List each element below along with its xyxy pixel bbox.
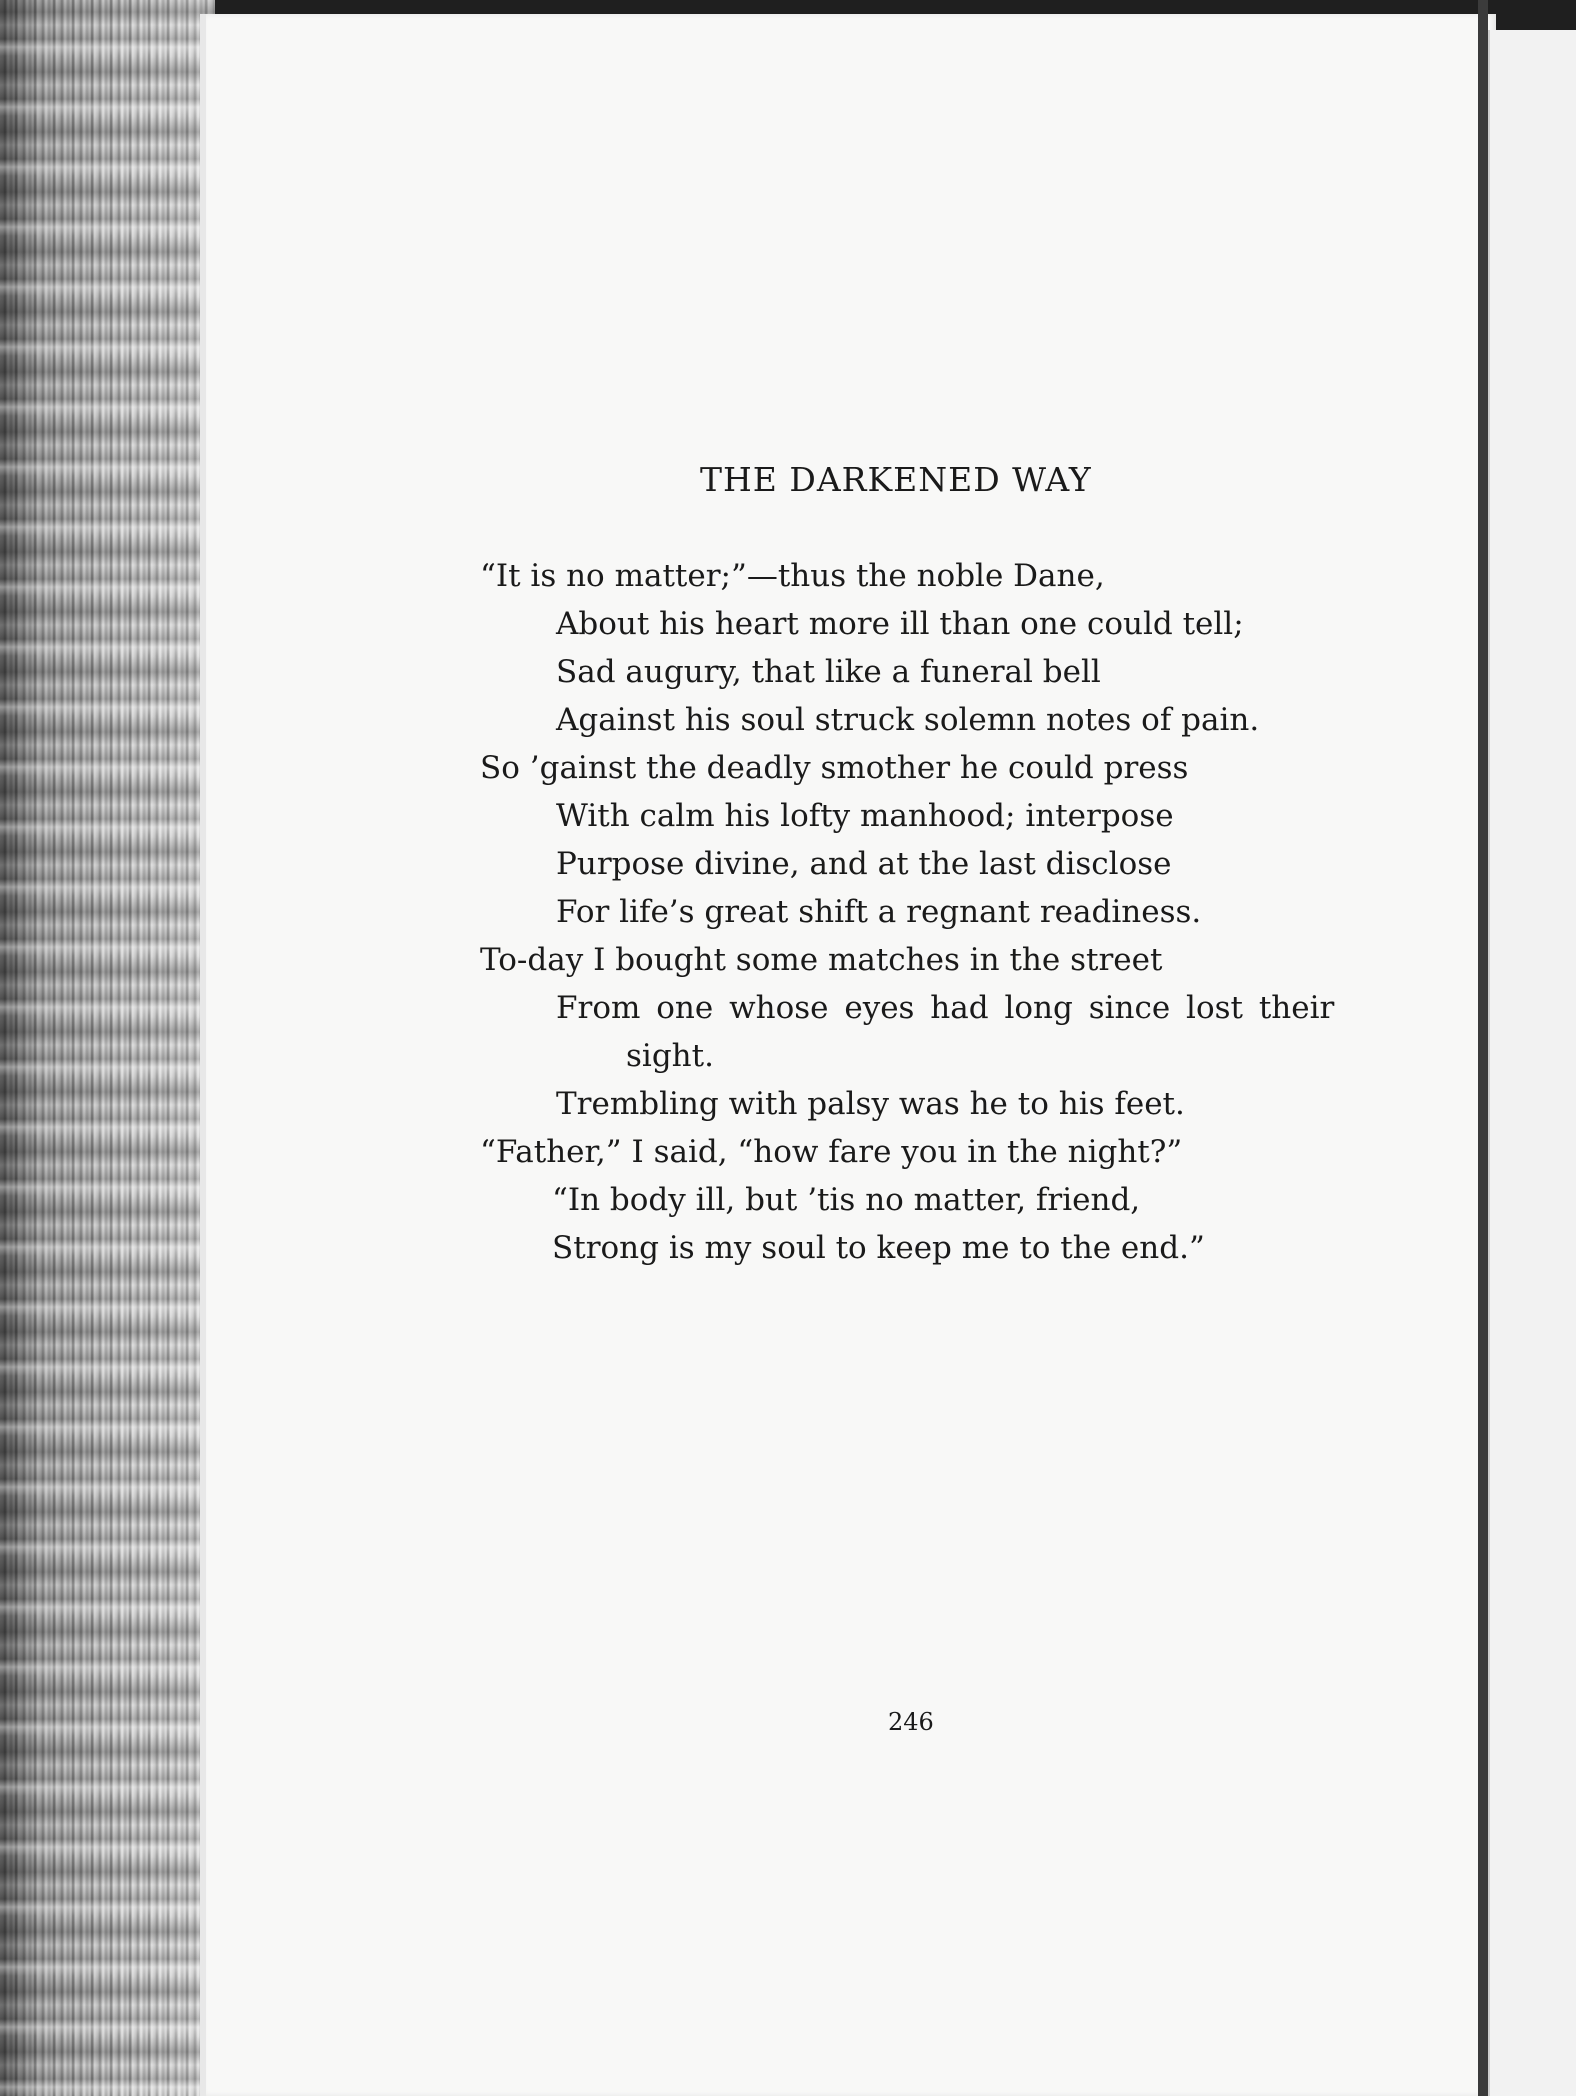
poem-line: “It is no matter;”—thus the noble Dane, bbox=[480, 558, 1105, 594]
book-page bbox=[200, 14, 1496, 2096]
poem-line: “Father,” I said, “how fare you in the night?” bbox=[480, 1134, 1183, 1170]
poem-line: Sad augury, that like a funeral bell bbox=[556, 654, 1101, 690]
poem-line: To-day I bought some matches in the street bbox=[480, 942, 1163, 978]
poem-line: So ’gainst the deadly smother he could press bbox=[480, 750, 1189, 786]
page-number: 246 bbox=[888, 1708, 934, 1736]
poem-line: Purpose divine, and at the last disclose bbox=[556, 846, 1172, 882]
poem-line: sight. bbox=[626, 1038, 714, 1074]
facing-page-edge bbox=[1488, 30, 1576, 2096]
poem-line: With calm his lofty manhood; interpose bbox=[556, 798, 1174, 834]
poem-line: From one whose eyes had long since lost their bbox=[556, 990, 1335, 1026]
poem-line: Against his soul struck solemn notes of pain. bbox=[556, 702, 1260, 738]
poem-line: Trembling with palsy was he to his feet. bbox=[556, 1086, 1185, 1122]
poem-title: THE DARKENED WAY bbox=[700, 460, 1092, 499]
page-edges-shading bbox=[0, 0, 215, 2096]
poem-line: “In body ill, but ’tis no matter, friend, bbox=[552, 1182, 1141, 1218]
poem-line: About his heart more ill than one could tell; bbox=[556, 606, 1244, 642]
poem-line: For life’s great shift a regnant readiness. bbox=[556, 894, 1202, 930]
binding-gutter bbox=[1478, 0, 1488, 2096]
poem-line: Strong is my soul to keep me to the end.” bbox=[552, 1230, 1205, 1266]
